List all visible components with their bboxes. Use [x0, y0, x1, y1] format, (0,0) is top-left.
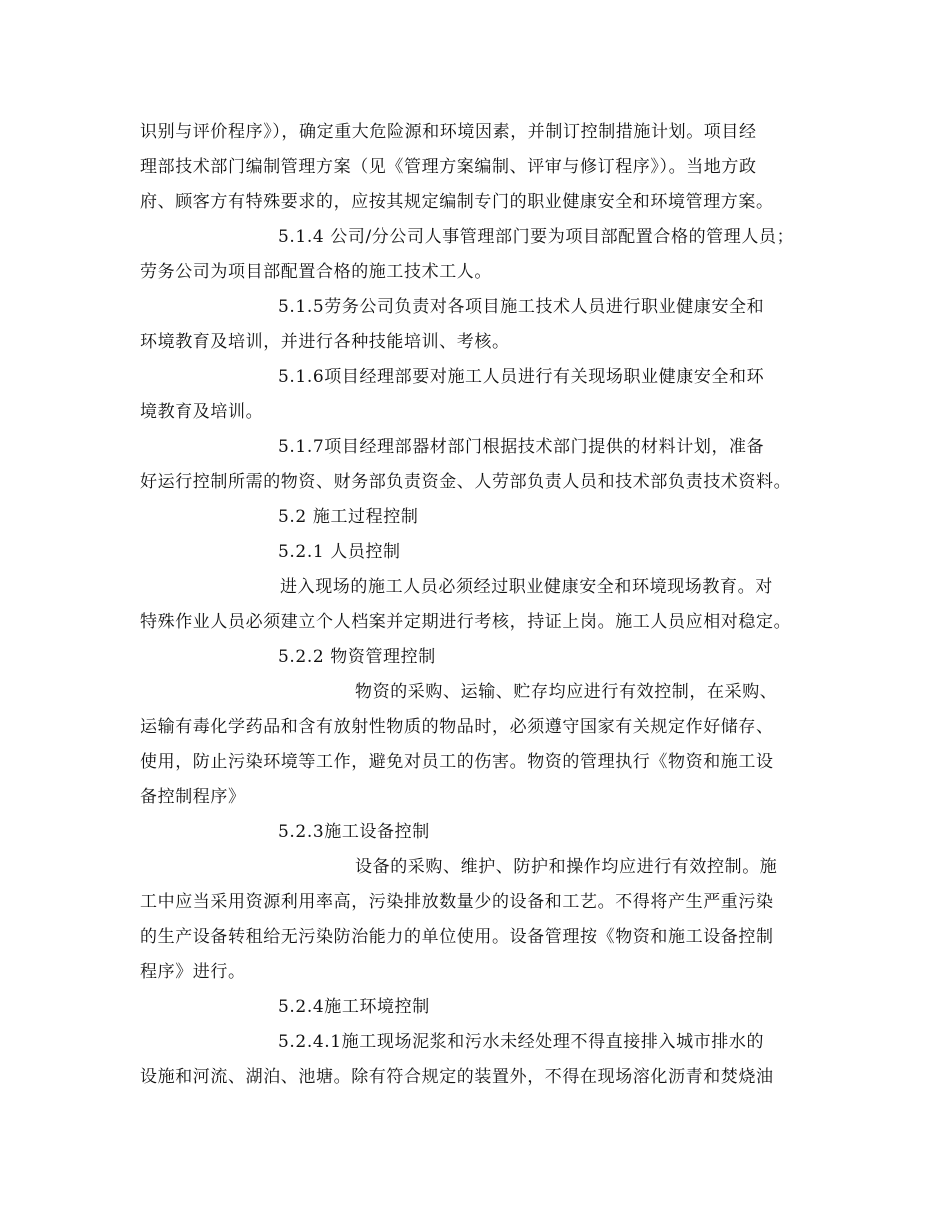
- section-5-1-7: 5.1.7项目经理部器材部门根据技术部门提供的材料计划，准备: [278, 437, 765, 457]
- text-line-22: 设备的采购、维护、防护和操作均应进行有效控制。施: [355, 857, 778, 877]
- section-5-1-4: 5.1.4 公司/分公司人事管理部门要为项目部配置合格的管理人员；: [278, 227, 795, 247]
- section-5-2-2-heading: 5.2.2 物资管理控制: [278, 647, 436, 667]
- section-5-1-6: 5.1.6项目经理部要对施工人员进行有关现场职业健康安全和环: [278, 367, 765, 387]
- section-5-1-5: 5.1.5劳务公司负责对各项目施工技术人员进行职业健康安全和: [278, 297, 765, 317]
- text-line-15: 特殊作业人员必须建立个人档案并定期进行考核，持证上岗。施工人员应相对稳定。: [140, 612, 792, 632]
- text-line-18: 运输有毒化学药品和含有放射性物质的物品时，必须遵守国家有关规定作好储存、: [140, 717, 774, 737]
- text-line-7: 环境教育及培训，并进行各种技能培训、考核。: [140, 332, 510, 352]
- text-line-24: 的生产设备转租给无污染防治能力的单位使用。设备管理按《物资和施工设备控制: [140, 927, 774, 947]
- text-line-17: 物资的采购、运输、贮存均应进行有效控制，在采购、: [355, 682, 778, 702]
- text-line-1: 识别与评价程序》），确定重大危险源和环境因素，并制订控制措施计划。项目经: [140, 122, 757, 142]
- text-line-20: 备控制程序》: [140, 787, 246, 807]
- section-5-2-3-heading: 5.2.3施工设备控制: [278, 822, 430, 842]
- section-5-2-heading: 5.2 施工过程控制: [278, 507, 419, 527]
- text-line-9: 境教育及培训。: [140, 402, 264, 422]
- text-line-2: 理部技术部门编制管理方案（见《管理方案编制、评审与修订程序》）。当地方政: [140, 157, 757, 177]
- text-line-25: 程序》进行。: [140, 962, 246, 982]
- text-line-19: 使用，防止污染环境等工作，避免对员工的伤害。物资的管理执行《物资和施工设: [140, 752, 774, 772]
- text-line-5: 劳务公司为项目部配置合格的施工技术工人。: [140, 262, 492, 282]
- section-5-2-4-heading: 5.2.4施工环境控制: [278, 997, 430, 1017]
- section-5-2-4-1: 5.2.4.1施工现场泥浆和污水未经处理不得直接排入城市排水的: [278, 1032, 765, 1052]
- text-line-3: 府、顾客方有特殊要求的，应按其规定编制专门的职业健康安全和环境管理方案。: [140, 192, 774, 212]
- text-line-11: 好运行控制所需的物资、财务部负责资金、人劳部负责人员和技术部负责技术资料。: [140, 472, 792, 492]
- text-line-23: 工中应当采用资源利用率高，污染排放数量少的设备和工艺。不得将产生严重污染: [140, 892, 774, 912]
- section-5-2-1-heading: 5.2.1 人员控制: [278, 542, 401, 562]
- text-line-28: 设施和河流、湖泊、池塘。除有符合规定的装置外，不得在现场溶化沥青和焚烧油: [140, 1067, 774, 1087]
- text-line-14: 进入现场的施工人员必须经过职业健康安全和环境现场教育。对: [280, 577, 773, 597]
